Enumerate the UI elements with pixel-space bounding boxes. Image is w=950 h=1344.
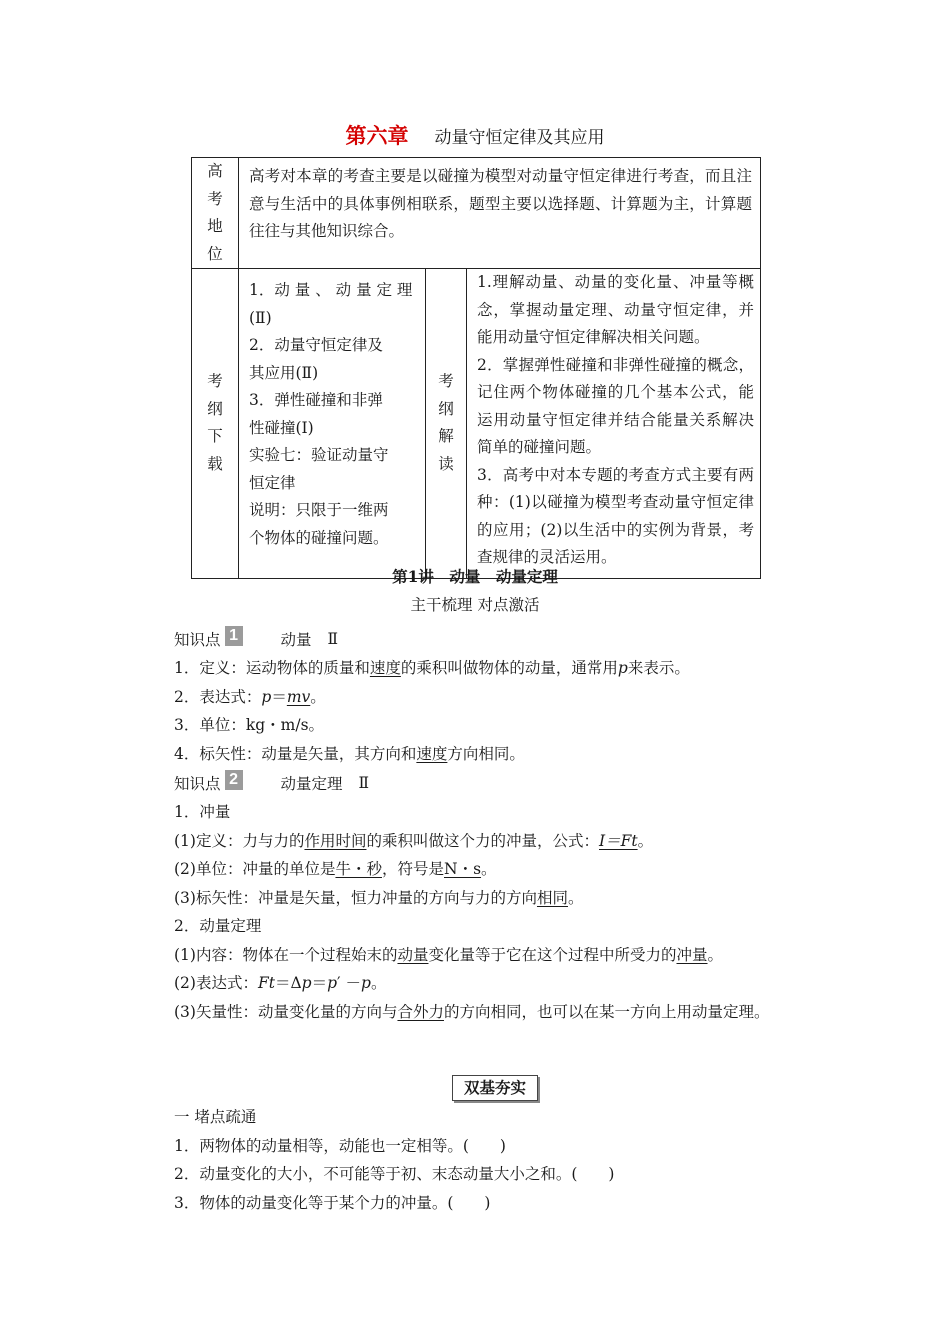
exam-position-text: 高考对本章的考查主要是以碰撞为模型对动量守恒定律进行考查，而且注意与生活中的具体事例相联系，题型主要以选择题、计算题为主，计算题往往与其他知识综合。	[239, 158, 761, 269]
practice-question: 2．动量变化的大小，不可能等于初、末态动量大小之和。( )	[174, 1165, 615, 1183]
syllabus-list	[239, 269, 426, 579]
lecture-title: 第1讲 动量 动量定理	[392, 567, 558, 586]
knowledge-point-level: Ⅱ	[358, 774, 370, 792]
practice-subheading: 一 堵点疏通	[174, 1108, 257, 1126]
fill-answer: I＝Ft	[599, 831, 638, 850]
knowledge-point-title: 动量	[280, 631, 312, 649]
practice-question: 3．物体的动量变化等于某个力的冲量。( )	[174, 1193, 491, 1212]
syllabus-line: 性碰撞(Ⅰ)	[249, 418, 314, 437]
section-title-box: 双基夯实	[452, 1075, 538, 1101]
theorem-heading: 2．动量定理	[174, 917, 262, 935]
expression-line: 2．表达式：p＝mv。	[174, 687, 326, 706]
chapter-title	[0, 122, 950, 152]
knowledge-point-title: 动量定理	[280, 775, 343, 793]
knowledge-point-badge: 2	[225, 770, 243, 790]
syllabus-line: 其应用(Ⅱ)	[249, 363, 319, 382]
fill-answer: 相同	[536, 888, 568, 907]
interpretation-item: 2．掌握弹性碰撞和非弹性碰撞的概念，记住两个物体碰撞的几个基本公式，能运用动量守恒定律并结合能量关系解决简单的碰撞问题。	[477, 355, 754, 456]
lecture-subtitle: 主干梳理 对点激活	[410, 596, 540, 614]
theorem-vector: (3)矢量性：动量变化量的方向与合外力的方向相同，也可以在某一方向上用动量定理。	[174, 1002, 770, 1021]
chapter-name: 动量守恒定律及其应用	[434, 128, 605, 148]
syllabus-line: 1．动 量 、 动 量 定 理	[249, 281, 413, 299]
interpretation-item: 3．高考中对本专题的考查方式主要有两种：(1)以碰撞为模型考查动量守恒定律的应用；(2)以生活中的实例为背景，考查规律的灵活运用。	[477, 465, 754, 566]
syllabus-line: 恒定律	[249, 473, 296, 492]
theorem-expression: (2)表达式：Ft＝Δp＝p′ －p。	[174, 974, 387, 992]
impulse-vector: (3)标矢性：冲量是矢量，恒力冲量的方向与力的方向相同。	[174, 888, 584, 907]
fill-answer: 冲量	[676, 945, 708, 964]
interpretation-item: 1.理解动量、动量的变化量、冲量等概念，掌握动量定理、动量守恒定律，并能用动量守恒定律解决相关问题。	[477, 273, 754, 346]
impulse-heading: 1．冲量	[174, 803, 231, 821]
definition-line: 1．定义：运动物体的质量和速度的乘积叫做物体的动量，通常用p来表示。	[174, 659, 690, 677]
chapter-overview-table	[191, 157, 761, 579]
syllabus-line: (Ⅱ)	[249, 308, 272, 327]
knowledge-point-level: Ⅱ	[327, 630, 339, 648]
fill-answer: 牛・秒	[335, 860, 382, 878]
fill-answer: N・s	[444, 860, 482, 878]
fill-answer: 合外力	[397, 1002, 444, 1021]
syllabus-line: 个物体的碰撞问题。	[249, 528, 389, 547]
interpretation-header: 考 纲 解 读	[426, 269, 467, 579]
fill-answer: 速度	[416, 744, 448, 763]
impulse-definition: (1)定义：力与力的作用时间的乘积叫做这个力的冲量，公式：I＝Ft。	[174, 831, 654, 850]
fill-answer: 速度	[369, 659, 401, 677]
knowledge-point-heading: 知识点 2 动量定理 Ⅱ	[174, 771, 370, 793]
vector-line: 4．标矢性：动量是矢量，其方向和速度方向相同。	[174, 744, 525, 763]
practice-section	[174, 1103, 614, 1217]
exam-position-header: 高 考 地 位	[192, 158, 239, 269]
fill-answer: mv	[286, 687, 311, 706]
practice-question: 1．两物体的动量相等，动能也一定相等。( )	[174, 1136, 506, 1155]
syllabus-line: 3．弹性碰撞和非弹	[249, 391, 383, 409]
knowledge-point-heading: 知识点 1 动量 Ⅱ	[174, 627, 339, 649]
fill-answer: 作用时间	[304, 831, 367, 850]
syllabus-line: 2．动量守恒定律及	[249, 336, 383, 354]
syllabus-header: 考 纲 下 载	[192, 269, 239, 579]
unit-line: 3．单位：kg・m/s。	[174, 716, 325, 734]
chapter-number: 第六章	[345, 123, 409, 148]
exam-position-row	[192, 158, 761, 269]
interpretation-text	[467, 269, 761, 579]
knowledge-point-badge: 1	[225, 626, 243, 646]
fill-answer: 动量	[397, 945, 429, 964]
theorem-content: (1)内容：物体在一个过程始末的动量变化量等于它在这个过程中所受力的冲量。	[174, 945, 724, 964]
syllabus-row	[192, 269, 761, 579]
syllabus-line: 实验七：验证动量守	[249, 446, 389, 464]
impulse-unit: (2)单位：冲量的单位是牛・秒，符号是N・s。	[174, 860, 497, 878]
knowledge-content	[174, 624, 894, 1026]
syllabus-line: 说明：只限于一维两	[249, 501, 389, 519]
